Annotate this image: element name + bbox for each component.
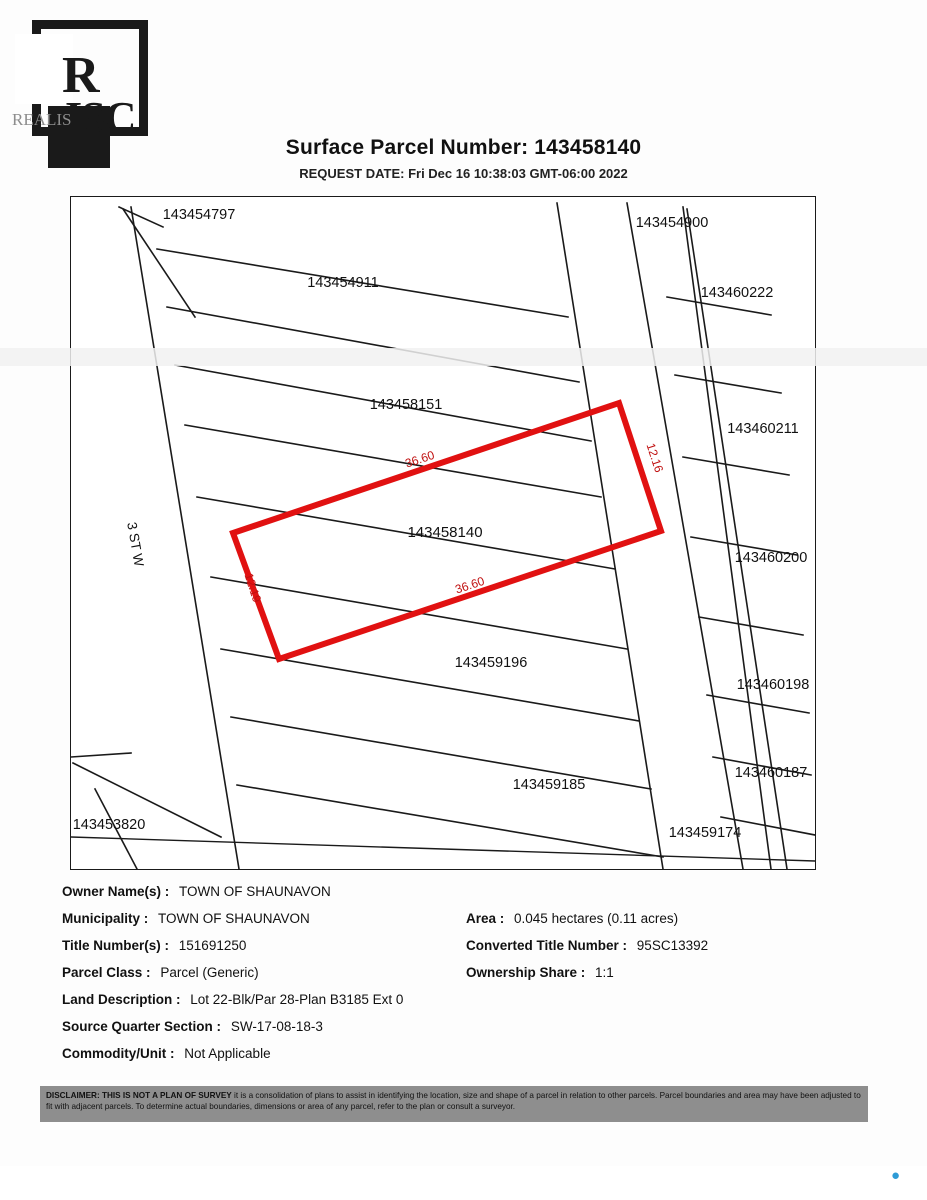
land-description-label: Land Description : bbox=[62, 992, 181, 1007]
location-pin-icon[interactable]: ● bbox=[891, 1167, 901, 1184]
parcel-class-value: Parcel (Generic) bbox=[160, 965, 259, 980]
logo-wordmark: ISC bbox=[65, 93, 136, 142]
page-bottom-margin bbox=[0, 1166, 927, 1200]
logo-mark-letter: R bbox=[62, 47, 100, 104]
municipality-value: TOWN OF SHAUNAVON bbox=[158, 911, 310, 926]
detail-ownership-share bbox=[466, 965, 614, 980]
title-number-label: Title Number(s) : bbox=[62, 938, 170, 953]
logo-subtext: REALIS bbox=[12, 110, 72, 129]
detail-row-land-description bbox=[62, 992, 862, 1019]
municipality-label: Municipality : bbox=[62, 911, 149, 926]
detail-converted-title bbox=[466, 938, 708, 953]
street-label-3-st-w: 3 ST W bbox=[124, 520, 147, 568]
detail-row-parcel-class bbox=[62, 965, 862, 992]
detail-row-commodity bbox=[62, 1046, 862, 1073]
detail-row-source-quarter bbox=[62, 1019, 862, 1046]
dimension-labels bbox=[242, 441, 667, 604]
source-quarter-value: SW-17-08-18-3 bbox=[230, 1019, 323, 1034]
converted-title-value: 95SC13392 bbox=[636, 938, 709, 953]
disclaimer-text: it is a consolidation of plans to assist in identifying the location, size and shape of a parcel in relation to other parcels. Parcel boundaries and area may have been adjusted to fit with adjacent parcels. To determine actual boundaries, dimensions or area of any parcel, refer to the plan or consult a surveyor. bbox=[46, 1091, 861, 1111]
detail-area bbox=[466, 911, 678, 926]
parcel-label-143460187: 143460187 bbox=[734, 765, 808, 781]
disclaimer-prefix: DISCLAIMER: THIS IS NOT A PLAN OF SURVEY bbox=[46, 1091, 232, 1100]
parcel-label-143454797: 143454797 bbox=[162, 207, 236, 223]
parcel-label-143454900: 143454900 bbox=[635, 215, 709, 231]
parcel-map[interactable] bbox=[70, 196, 816, 870]
source-quarter-label: Source Quarter Section : bbox=[62, 1019, 222, 1034]
dimension-top: 36.60 bbox=[403, 447, 437, 471]
commodity-label: Commodity/Unit : bbox=[62, 1046, 175, 1061]
parcel-label-143460211: 143460211 bbox=[727, 421, 799, 437]
parcel-label-143459196: 143459196 bbox=[454, 655, 528, 671]
parcel-label-143454911: 143454911 bbox=[307, 275, 379, 291]
disclaimer-banner bbox=[40, 1086, 868, 1122]
detail-row-owner bbox=[62, 884, 862, 911]
parcel-label-subject: 143458140 bbox=[407, 524, 483, 541]
parcel-label-143460198: 143460198 bbox=[736, 677, 810, 693]
detail-row-municipality bbox=[62, 911, 862, 938]
parcel-class-label: Parcel Class : bbox=[62, 965, 151, 980]
parcel-label-143459174: 143459174 bbox=[668, 825, 742, 841]
request-date: REQUEST DATE: Fri Dec 16 10:38:03 GMT-06:00 2022 bbox=[299, 166, 628, 181]
parcel-label-143460200: 143460200 bbox=[734, 550, 808, 566]
title-number-value: 151691250 bbox=[178, 938, 247, 953]
land-description-value: Lot 22-Blk/Par 28-Plan B3185 Ext 0 bbox=[190, 992, 404, 1007]
ownership-share-label: Ownership Share : bbox=[466, 965, 586, 980]
owner-value: TOWN OF SHAUNAVON bbox=[179, 884, 331, 899]
parcel-label-143460222: 143460222 bbox=[700, 285, 774, 301]
parcel-details bbox=[62, 884, 862, 1073]
parcel-map-svg bbox=[71, 197, 815, 869]
dimension-left: 12.19 bbox=[241, 571, 265, 605]
owner-label: Owner Name(s) : bbox=[62, 884, 170, 899]
commodity-value: Not Applicable bbox=[184, 1046, 271, 1061]
area-label: Area : bbox=[466, 911, 505, 926]
dimension-right: 12.16 bbox=[643, 441, 667, 475]
dimension-bottom: 36.60 bbox=[453, 573, 487, 597]
ownership-share-value: 1:1 bbox=[595, 965, 614, 980]
isc-logo bbox=[10, 14, 170, 154]
converted-title-label: Converted Title Number : bbox=[466, 938, 628, 953]
parcel-label-143459185: 143459185 bbox=[512, 777, 586, 793]
page-title: Surface Parcel Number: 143458140 bbox=[285, 136, 642, 159]
parcel-label-143458151: 143458151 bbox=[369, 397, 443, 413]
detail-row-title-number bbox=[62, 938, 862, 965]
parcel-label-143453820: 143453820 bbox=[72, 817, 146, 833]
area-value: 0.045 hectares (0.11 acres) bbox=[514, 911, 679, 926]
